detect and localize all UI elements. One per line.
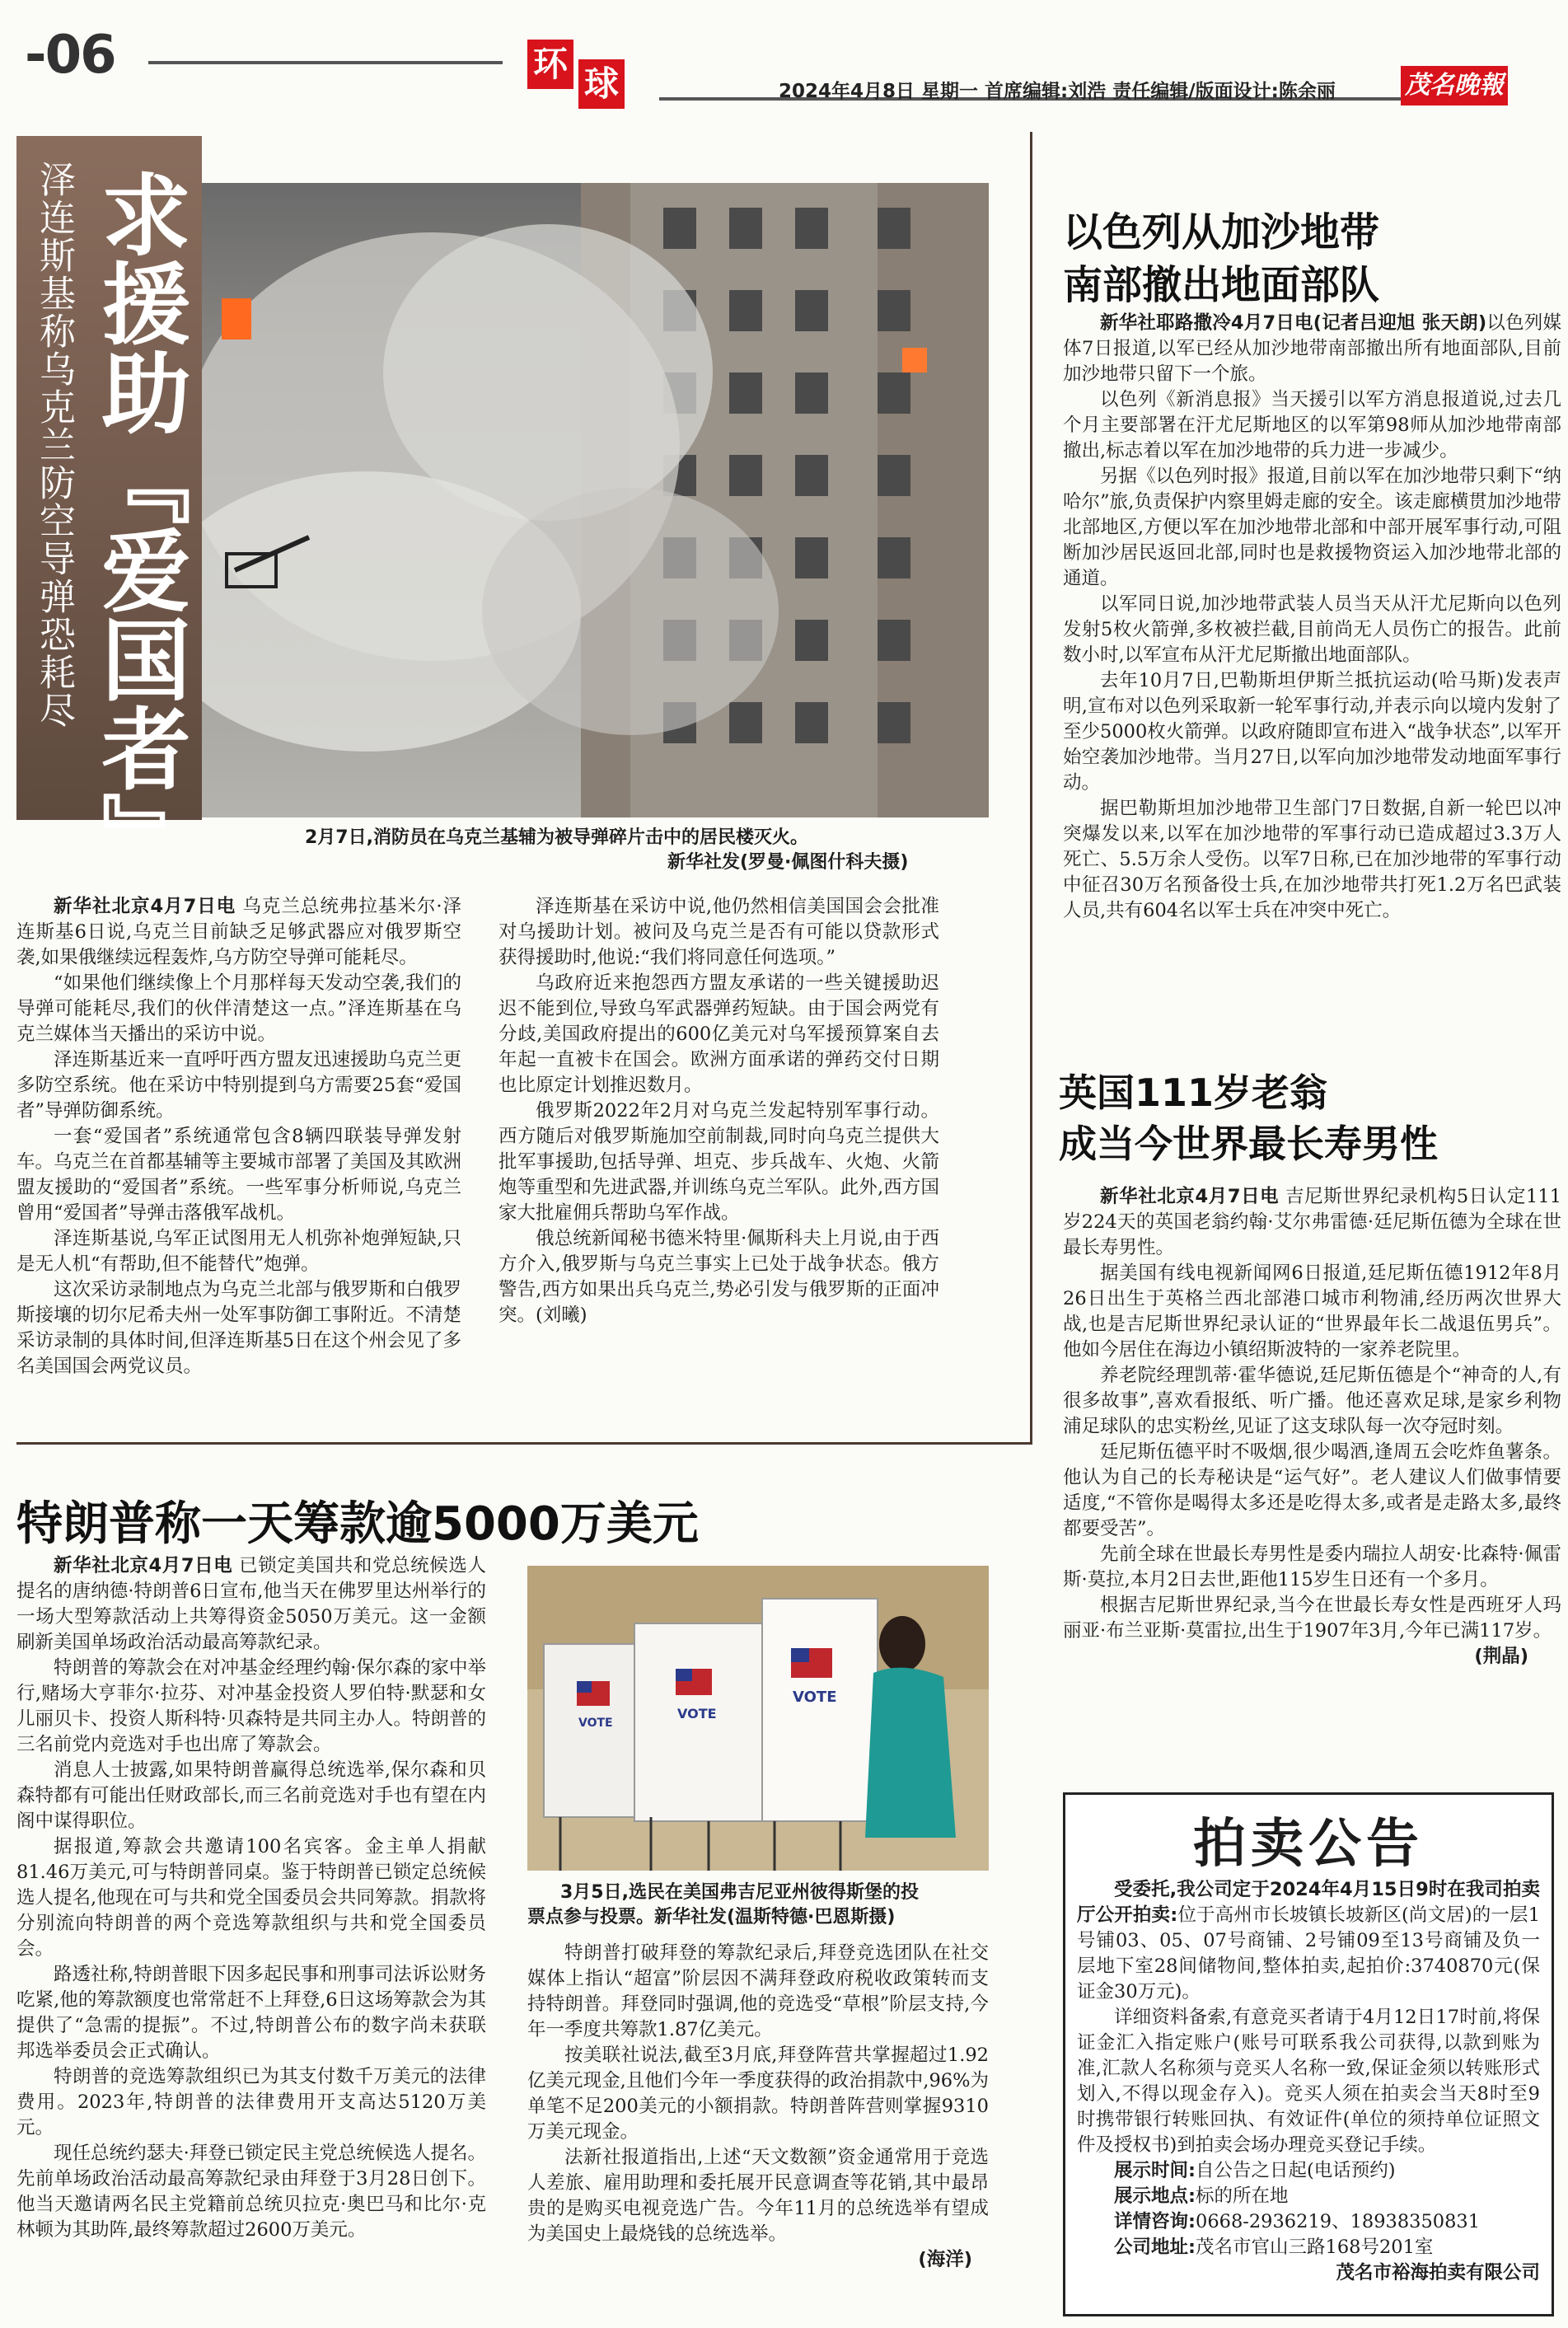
story4-p8: 特朗普打破拜登的筹款纪录后,拜登竞选团队在社交媒体上指认“超富”阶层因不满拜登政府税收政策转而支持特朗普。拜登同时强调,他的竞选受“草根”阶层支持,今年一季度共筹款1.87亿美元。 (527, 1942, 989, 2040)
story1-p6: 这次采访录制地点为乌克兰北部与俄罗斯和白俄罗斯接壤的切尔尼希夫州一处军事防御工事附近。不清楚采访录制的具体时间,但泽连斯基5日在这个州会见了多名美国国会两党议员。 (16, 1279, 462, 1377)
story2-p5: 去年10月7日,巴勒斯坦伊斯兰抵抗运动(哈马斯)发表声明,宣布对以色列采取新一轮军事行动,并表示向以境内发射了至少5000枚火箭弹。以政府随即宣布进入“战争状态”,以军开始空袭加沙地带。当月27日,以军向加沙地带发动地面军事行动。 (1063, 670, 1561, 794)
story2-body (1063, 311, 1561, 924)
auction-place-value: 标的所在地 (1196, 2185, 1289, 2207)
booth-label-2: VOTE (677, 1706, 717, 1721)
story3-p5: 先前全球在世最长寿男性是委内瑞拉人胡安·比森特·佩雷斯·莫拉,本月2日去世,距他115岁生日还有一个多月。 (1063, 1543, 1561, 1590)
story3-byline: (荆晶) (1474, 1646, 1528, 1667)
story3-title-line2: 成当今世界最长寿男性 (1059, 1122, 1438, 1166)
story1-subtitle: 泽连斯基称乌克兰防空导弹恐耗尽 (33, 161, 75, 729)
story3-lead: 新华社北京4月7日电 (1100, 1186, 1280, 1207)
story2-p3: 另据《以色列时报》报道,目前以军在加沙地带只剩下“纳哈尔”旅,负责保护内察里姆走廊的安全。该走廊横贯加沙地带北部地区,方便以军在加沙地带北部和中部开展军事行动,可阻断加沙居民返回北部,同时也是救援物资运入加沙地带北部的通道。 (1063, 466, 1561, 589)
story1-p1: 乌克兰总统弗拉基米尔·泽连斯基6日说,乌克兰目前缺乏足够武器应对俄罗斯空袭,如果俄继续远程轰炸,乌方防空导弹可能耗尽。 (16, 896, 462, 968)
story1-p3: 泽连斯基近来一直呼吁西方盟友迅速援助乌克兰更多防空系统。他在采访中特别提到乌方需要25套“爱国者”导弹防御系统。 (16, 1049, 462, 1122)
story1-p4: 一套“爱国者”系统通常包含8辆四联装导弹发射车。乌克兰在首都基辅等主要城市部署了美国及其欧洲盟友援助的“爱国者”系统。一些军事分析师说,乌克兰曾用“爱国者”导弹击落俄军战机。 (16, 1126, 462, 1224)
photo-firefighters-building (202, 183, 989, 817)
booth-label-3: VOTE (793, 1689, 837, 1706)
auction-company: 茂名市裕海拍卖有限公司 (1336, 2262, 1540, 2284)
story1-title: 求援助『爱国者』 (87, 169, 190, 881)
story1-col2 (498, 894, 939, 1328)
story4-col2 (527, 1941, 989, 2273)
story1-p7: 泽连斯基在采访中说,他仍然相信美国国会会批准对乌援助计划。被问及乌克兰是否有可能以贷款形式获得援助时,他说:“我们将同意任何选项。” (498, 896, 939, 968)
auction-title: 拍卖公告 (1193, 1813, 1424, 1875)
header-rule-left (148, 61, 503, 64)
auction-time-label: 展示时间: (1114, 2160, 1196, 2181)
story4-p9: 按美联社说法,截至3月底,拜登阵营共掌握超过1.92亿美元现金,且他们今年一季度获得的政治捐款中,96%为单笔不足200美元的小额捐款。特朗普阵营则掌握9310万美元现金。 (527, 2045, 989, 2143)
newspaper-logo: 茂名晚報 (1401, 66, 1508, 105)
auction-notice-box (1063, 1792, 1554, 2316)
story1-p10: 俄总统新闻秘书德米特里·佩斯科夫上月说,由于西方介入,俄罗斯与乌克兰事实上已处于战争状态。俄方警告,西方如果出兵乌克兰,势必引发与俄罗斯的正面冲突。(刘曦) (498, 1228, 939, 1326)
story4-p10: 法新社报道指出,上述“天文数额”资金通常用于竞选人差旅、雇用助理和委托展开民意调查等花销,其中最昂贵的是购买电视竞选广告。今年11月的总统选举有望成为美国史上最烧钱的总统选举。 (527, 2147, 989, 2245)
story3-p3: 养老院经理凯蒂·霍华德说,廷尼斯伍德是个“神奇的人,有很多故事”,喜欢看报纸、听广播。他还喜欢足球,是家乡利物浦足球队的忠实粉丝,见证了这支球队每一次夺冠时刻。 (1063, 1365, 1561, 1437)
booth-label-1: VOTE (578, 1717, 613, 1730)
header-dateline: 2024年4月8日 星期一 首席编辑:刘浩 责任编辑/版面设计:陈余丽 (779, 81, 1336, 102)
story3-p2: 据美国有线电视新闻网6日报道,廷尼斯伍德1912年8月26日出生于英格兰西北部港口城市利物浦,经历两次世界大战,也是吉尼斯世界纪录认证的“世界最年长二战退伍男兵”。他如今居住在海边小镇绍斯波特的一家养老院里。 (1063, 1262, 1561, 1361)
story4-p5: 路透社称,特朗普眼下因多起民事和刑事司法诉讼财务吃紧,他的筹款额度也常常赶不上拜登,6日这场筹款会为其提供了“急需的提振”。不过,特朗普公布的数字尚未获联邦选举委员会正式确认。 (16, 1964, 486, 2062)
story4-lead: 新华社北京4月7日电 (54, 1555, 233, 1576)
voting-booth-illustration (527, 1566, 989, 1871)
section-badge-1: 环 (527, 40, 573, 89)
story2-title-line2: 南部撤出地面部队 (1063, 262, 1380, 308)
photo1-caption-line2: 新华社发(罗曼·佩图什科夫摄) (667, 852, 909, 873)
photo2-caption-line1: 3月5日,选民在美国弗吉尼亚州彼得斯堡的投 (560, 1882, 919, 1903)
story4-col1 (16, 1553, 486, 2243)
auction-p1: 位于高州市长坡镇长坡新区(尚文居)的一层1号铺03、05、07号商铺、2号铺09至13号商铺及负一层地下室28间储物间,整体拍卖,起拍价:3740870元(保证金30万元)。 (1077, 1904, 1541, 2002)
story3-body (1063, 1184, 1561, 1670)
story2-p4: 以军同日说,加沙地带武装人员当天从汗尤尼斯向以色列发射5枚火箭弹,多枚被拦截,目前尚无人员伤亡的报告。此前数小时,以军宣布从汗尤尼斯撤出地面部队。 (1063, 593, 1561, 666)
auction-phone-label: 详情咨询: (1114, 2211, 1196, 2232)
story3-p1: 吉尼斯世界纪录机构5日认定111岁224天的英国老翁约翰·艾尔弗雷德·廷尼斯伍德为全球在世最长寿男性。 (1063, 1186, 1562, 1258)
story1-col1 (16, 894, 461, 1379)
story4-p1: 已锁定美国共和党总统候选人提名的唐纳德·特朗普6日宣布,他当天在佛罗里达州举行的一场大型筹款活动上共筹得资金5050万美元。这一金额刷新美国单场政治活动最高筹款纪录。 (16, 1555, 486, 1653)
building-fire-illustration (202, 183, 989, 817)
photo2-caption-line2: 票点参与投票。新华社发(温斯特德·巴恩斯摄) (527, 1907, 896, 1928)
story1-p5: 泽连斯基说,乌军正试图用无人机弥补炮弹短缺,只是无人机“有帮助,但不能替代”炮弹。 (16, 1228, 461, 1275)
story1-p8: 乌政府近来抱怨西方盟友承诺的一些关键援助迟迟不能到位,导致乌军武器弹药短缺。由于国会两党有分歧,美国政府提出的600亿美元对乌军援预算案自去年起一直被卡在国会。欧洲方面承诺的弹药交付日期也比原定计划推迟数月。 (498, 972, 939, 1096)
story2-p1: 以色列媒体7日报道,以军已经从加沙地带南部撤出所有地面部队,目前加沙地带只留下一个旅。 (1063, 312, 1561, 385)
auction-lead: 受委托,我公司定于2024年4月15日9时在我司拍卖厅公开拍卖: (1077, 1879, 1540, 1926)
story4-p3: 消息人士披露,如果特朗普赢得总统选举,保尔森和贝森特都有可能出任财政部长,而三名前竞选对手也有望在内阁中谋得职位。 (16, 1759, 486, 1832)
auction-phone-value: 0668-2936219、18938350831 (1196, 2211, 1481, 2232)
story4-p2: 特朗普的筹款会在对冲基金经理约翰·保尔森的家中举行,赌场大亨菲尔·拉芬、对冲基金投资人罗伯特·默瑟和女儿丽贝卡、投资人斯科特·贝森特是共同主办人。特朗普的三名前党内竞选对手也出席了筹款会。 (16, 1657, 486, 1755)
story3-title-line1: 英国111岁老翁 (1059, 1070, 1328, 1115)
story1-p2: “如果他们继续像上个月那样每天发动空袭,我们的导弹可能耗尽,我们的伙伴清楚这一点。”泽连斯基在乌克兰媒体当天播出的采访中说。 (16, 972, 461, 1045)
story2-p2: 以色列《新消息报》当天援引以军方消息报道说,过去几个月主要部署在汗尤尼斯地区的以军第98师从加沙地带南部撤出,标志着以军在加沙地带的兵力进一步减少。 (1063, 389, 1561, 461)
auction-place-label: 展示地点: (1114, 2185, 1196, 2207)
story3-p4: 廷尼斯伍德平时不吸烟,很少喝酒,逢周五会吃炸鱼薯条。他认为自己的长寿秘诀是“运气好”。老人建议人们做事情要适度,“不管你是喝得太多还是吃得太多,或者是走路太多,最终都要受苦”。 (1063, 1441, 1561, 1539)
story4-p7: 现任总统约瑟夫·拜登已锁定民主党总统候选人提名。先前单场政治活动最高筹款纪录由拜登于3月28日创下。他当天邀请两名民主党籍前总统贝拉克·奥巴马和比尔·克林顿为其助阵,最终筹款超过2600万美元。 (16, 2143, 486, 2241)
auction-addr-value: 茂名市官山三路168号201室 (1196, 2237, 1434, 2258)
photo-voting-booths (527, 1566, 989, 1871)
story1-p9: 俄罗斯2022年2月对乌克兰发起特别军事行动。西方随后对俄罗斯施加空前制裁,同时向乌克兰提供大批军事援助,包括导弹、坦克、步兵战车、火炮、火箭炮等重型和先进武器,并训练乌克兰军队。此外,西方国家大批雇佣兵帮助乌军作战。 (498, 1100, 939, 1224)
story1-lead: 新华社北京4月7日电 (54, 896, 236, 917)
auction-addr-label: 公司地址: (1114, 2237, 1196, 2258)
photo1-caption-line1: 2月7日,消防员在乌克兰基辅为被导弹碎片击中的居民楼灭火。 (305, 827, 808, 848)
story4-p6: 特朗普的竞选筹款组织已为其支付数千万美元的法律费用。2023年,特朗普的法律费用开支高达5120万美元。 (16, 2066, 486, 2138)
story3-p6: 根据吉尼斯世界纪录,当今在世最长寿女性是西班牙人玛丽亚·布兰亚斯·莫雷拉,出生于1907年3月,今年已满117岁。 (1063, 1595, 1561, 1642)
story2-lead: 新华社耶路撒冷4月7日电(记者吕迎旭 张天朗) (1100, 312, 1487, 334)
story4-p4: 据报道,筹款会共邀请100名宾客。金主单人捐献81.46万美元,可与特朗普同桌。鉴于特朗普已锁定总统候选人提名,他现在可与共和党全国委员会共同筹款。捐款将分别流向特朗普的两个竞选筹款组织与共和党全国委员会。 (16, 1836, 486, 1960)
section-badge-2: 球 (578, 59, 625, 109)
story2-title-line1: 以色列从加沙地带 (1063, 209, 1380, 255)
story4-byline: (海洋) (918, 2249, 972, 2270)
story2-p6: 据巴勒斯坦加沙地带卫生部门7日数据,自新一轮巴以冲突爆发以来,以军在加沙地带的军事行动已造成超过3.3万人死亡、5.5万余人受伤。以军7日称,已在加沙地带的军事行动中征召30万名预备役士兵,在加沙地带共打死1.2万名巴武装人员,共有604名以军士兵在冲突中死亡。 (1063, 798, 1561, 921)
page-number: -06 (25, 25, 115, 86)
auction-p2: 详细资料备索,有意竞买者请于4月12日17时前,将保证金汇入指定账户(账号可联系我公司获得,以款到账为准,汇款人名称须与竞买人名称一致,保证金须以转账形式划入,不得以现金存入)。竞买人须在拍卖会当天8时至9时携带银行转账回执、有效证件(单位的须持单位证照文件及授权书)到拍卖会场办理竞买登记手续。 (1077, 2007, 1540, 2156)
auction-time-value: 自公告之日起(电话预约) (1196, 2160, 1396, 2181)
story4-title: 特朗普称一天筹款逾5000万美元 (16, 1497, 699, 1551)
